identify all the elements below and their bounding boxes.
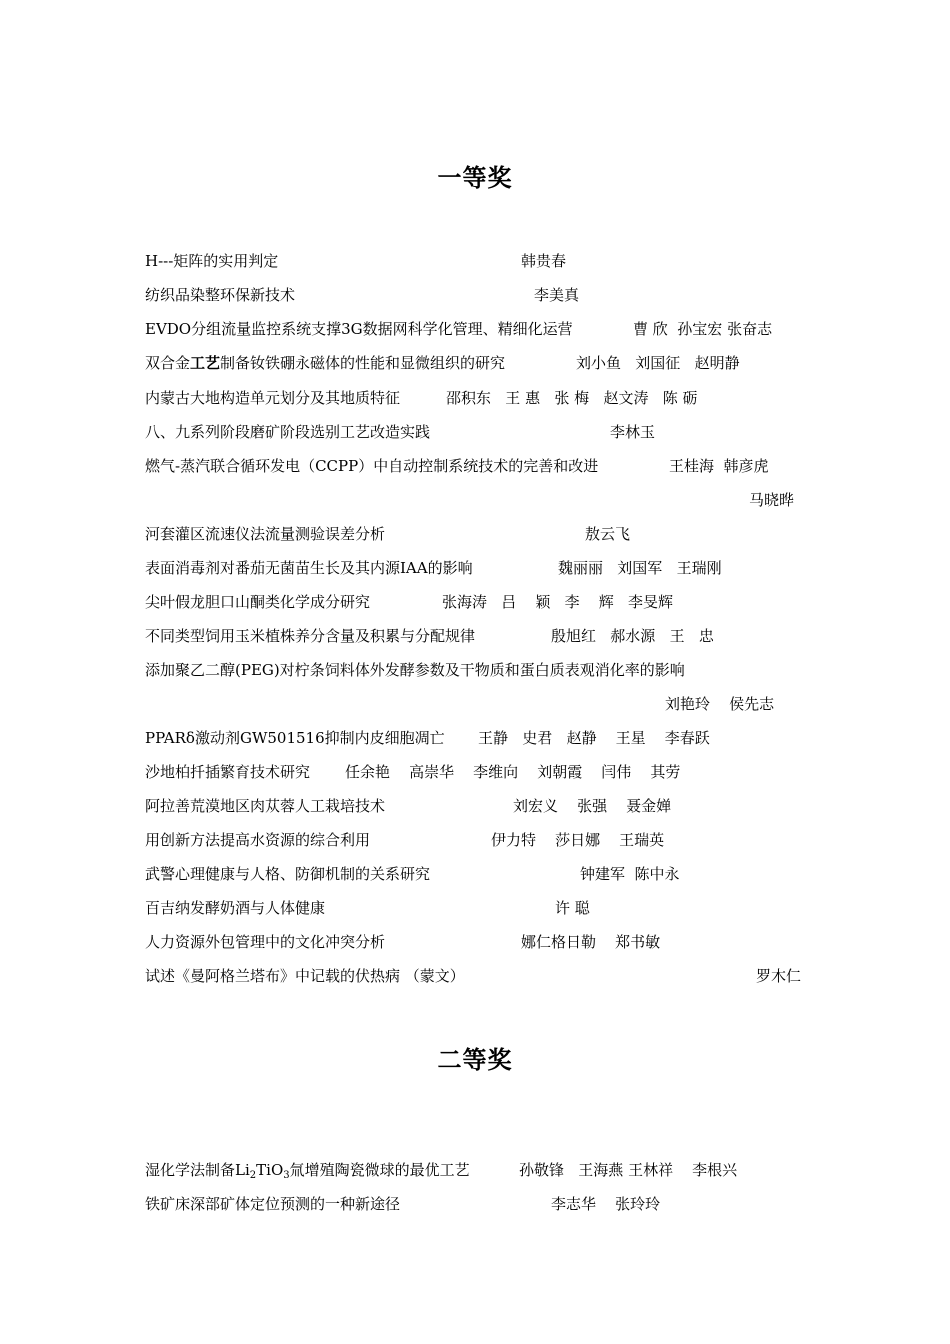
entry-authors: 敖云飞 <box>585 525 631 543</box>
entry-title: 表面消毒剂对番茄无菌苗生长及其内源IAA的影响 <box>145 559 473 577</box>
entry-authors: 娜仁格日勒 郑书敏 <box>521 933 661 951</box>
entry-title: 用创新方法提高水资源的综合利用 <box>145 831 371 849</box>
subscript: 2 <box>249 1170 257 1181</box>
entry-title: EVDO分组流量监控系统支撑3G数据网科学化管理、精细化运营 <box>145 320 573 338</box>
entry-title-bold-part: 工艺 <box>190 354 221 372</box>
entry-title-part: 湿化学法制备Li <box>145 1161 250 1179</box>
entry-title: 人力资源外包管理中的文化冲突分析 <box>145 933 386 951</box>
entry-title: 燃气-蒸汽联合循环发电（CCPP）中自动控制系统技术的完善和改进 <box>145 457 599 475</box>
entry-authors: 钟建军 陈中永 <box>580 865 680 883</box>
entry-title <box>145 1160 470 1180</box>
subscript: 3 <box>283 1170 290 1181</box>
entry-authors: 罗木仁 <box>756 967 802 985</box>
entry-authors: 任余艳 高崇华 李维向 刘朝霞 闫伟 其劳 <box>345 763 681 781</box>
second-prize-heading: 二等奖 <box>437 1045 513 1074</box>
entry-title: 沙地柏扦插繁育技术研究 <box>145 763 311 781</box>
entry-title: 试述《曼阿格兰塔布》中记载的伏热病 （蒙文） <box>145 967 465 985</box>
entry-title-part: TiO <box>256 1161 284 1179</box>
first-prize-heading: 一等奖 <box>437 163 513 192</box>
entry-title: H---矩阵的实用判定 <box>145 252 279 270</box>
entry-title: 尖叶假龙胆口山酮类化学成分研究 <box>145 593 371 611</box>
entry-title: 百吉纳发酵奶酒与人体健康 <box>145 899 326 917</box>
entry-authors: 刘小鱼 刘国征 赵明静 <box>576 354 740 372</box>
entry-authors: 王桂海 韩彦虎 <box>669 457 769 475</box>
entry-title: 添加聚乙二醇(PEG)对柠条饲料体外发酵参数及干物质和蛋白质表观消化率的影响 <box>145 661 685 679</box>
entry-title-part: 制备钕铁硼永磁体的性能和显微组织的研究 <box>220 354 506 372</box>
entry-authors-continued: 刘艳玲 侯先志 <box>665 695 775 713</box>
entry-authors: 魏丽丽 刘国军 王瑞刚 <box>558 559 722 577</box>
entry-title: 河套灌区流速仪法流量测验误差分析 <box>145 525 386 543</box>
entry-authors: 殷旭红 郝水源 王 忠 <box>551 627 714 645</box>
entry-authors: 孙敬锋 王海燕 王林祥 李根兴 <box>519 1161 738 1179</box>
entry-authors: 李林玉 <box>610 423 656 441</box>
entry-title <box>145 353 505 373</box>
entry-authors: 曹 欣 孙宝宏 张奋志 <box>633 320 773 338</box>
entry-title: 阿拉善荒漠地区肉苁蓉人工栽培技术 <box>145 797 386 815</box>
entry-authors-continued: 马晓晔 <box>749 491 795 509</box>
entry-authors: 许 聪 <box>555 899 590 917</box>
entry-authors: 邵积东 王 惠 张 梅 赵文涛 陈 砺 <box>446 389 698 407</box>
entry-title-part: 双合金 <box>145 354 191 372</box>
entry-title: PPARδ激动剂GW501516抑制内皮细胞凋亡 <box>145 729 445 747</box>
entry-title: 内蒙古大地构造单元划分及其地质特征 <box>145 389 401 407</box>
entry-title: 铁矿床深部矿体定位预测的一种新途径 <box>145 1195 401 1213</box>
entry-title: 八、九系列阶段磨矿阶段选别工艺改造实践 <box>145 423 431 441</box>
entry-authors: 张海涛 吕 颖 李 辉 李旻辉 <box>442 593 674 611</box>
entry-authors: 李志华 张玲玲 <box>551 1195 661 1213</box>
entry-title: 武警心理健康与人格、防御机制的关系研究 <box>145 865 431 883</box>
entry-authors: 伊力特 莎日娜 王瑞英 <box>491 831 665 849</box>
entry-authors: 韩贵春 <box>521 252 567 270</box>
entry-title: 纺织品染整环保新技术 <box>145 286 296 304</box>
entry-title-part: 氚增殖陶瓷微球的最优工艺 <box>289 1161 470 1179</box>
entry-title: 不同类型饲用玉米植株养分含量及积累与分配规律 <box>145 627 476 645</box>
entry-authors: 王静 史君 赵静 王星 李春跃 <box>478 729 710 747</box>
entry-authors: 刘宏义 张强 聂金婵 <box>513 797 672 815</box>
entry-authors: 李美真 <box>534 286 580 304</box>
